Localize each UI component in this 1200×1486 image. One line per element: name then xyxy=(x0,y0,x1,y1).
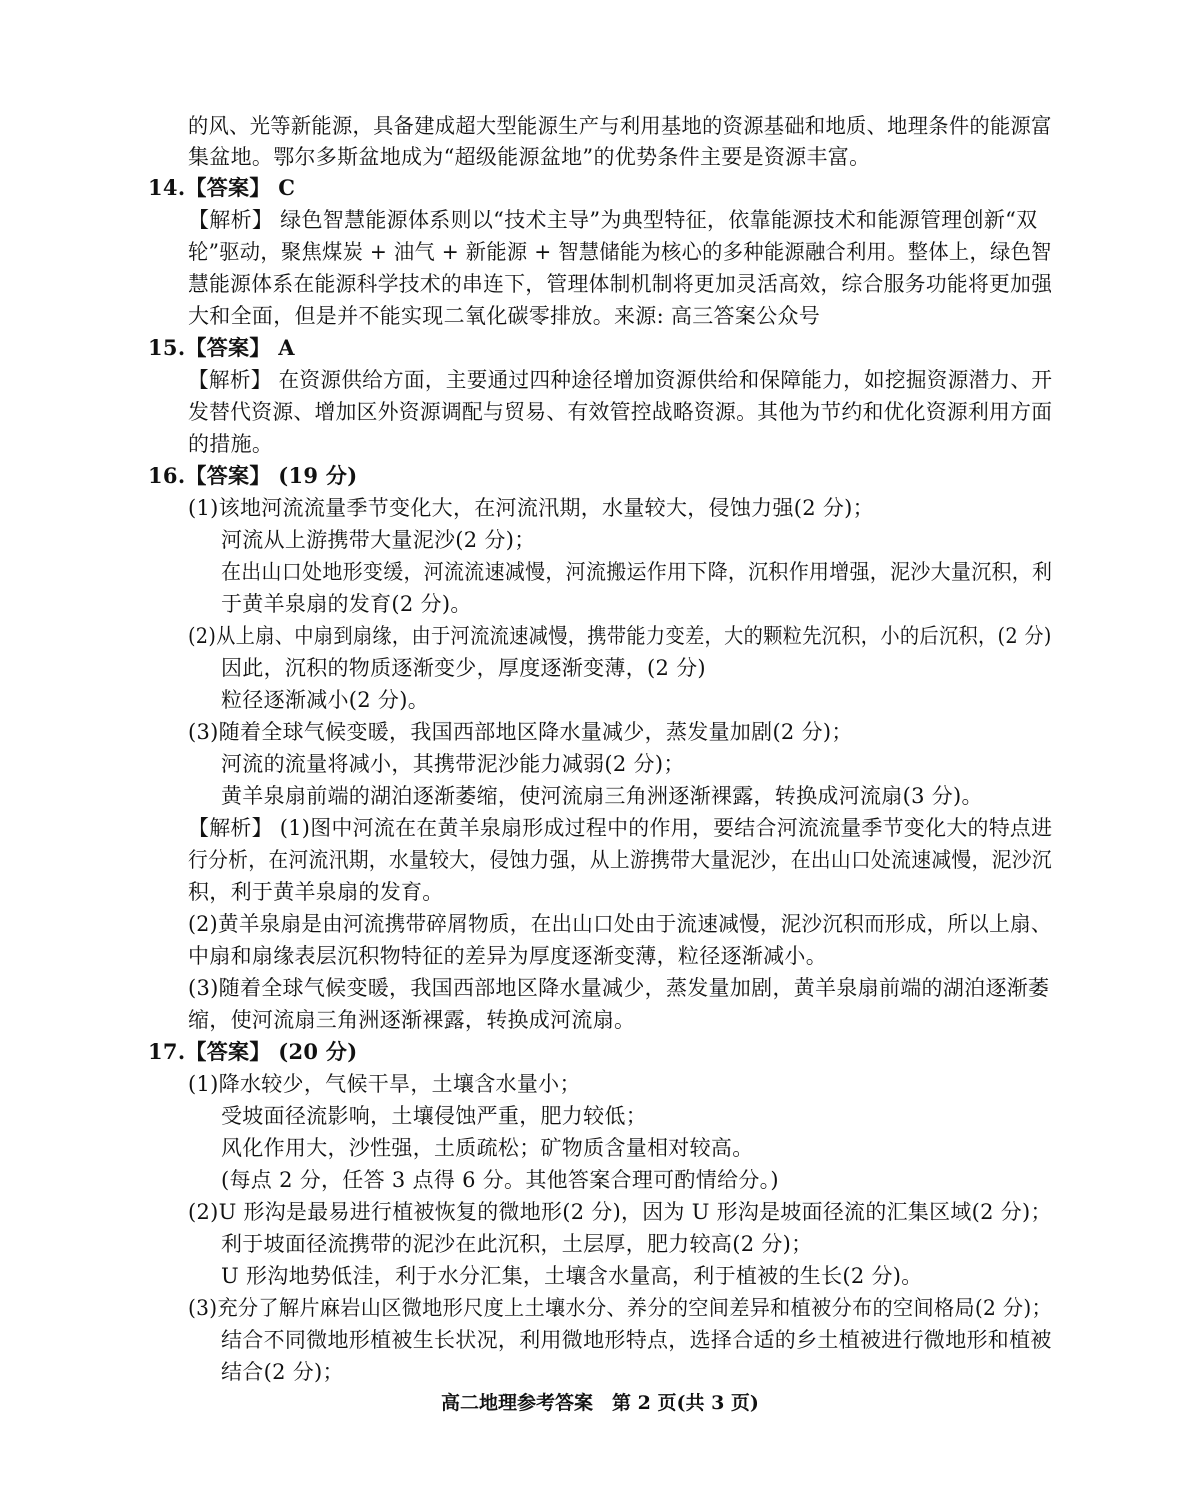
text-line: 利于坡面径流携带的泥沙在此沉积，土层厚，肥力较高(2 分)； xyxy=(221,1232,813,1256)
text-line: 行分析，在河流汛期，水量较大，侵蚀力强，从上游携带大量泥沙，在出山口处流速减慢，泥沙沉 xyxy=(188,848,1052,872)
text-line: 积，利于黄羊泉扇的发育。 xyxy=(188,880,444,904)
text-line: 河流从上游携带大量泥沙(2 分)； xyxy=(221,528,536,552)
text-line: (3)随着全球气候变暖，我国西部地区降水量减少，蒸发量加剧(2 分)； xyxy=(188,720,853,744)
text-line: (2)黄羊泉扇是由河流携带碎屑物质，在出山口处由于流速减慢，泥沙沉积而形成，所以上扇、 xyxy=(188,912,1052,936)
analysis-line: 【解析】 在资源供给方面，主要通过四种途径增加资源供给和保障能力，如挖掘资源潜力、开 xyxy=(188,368,1053,392)
text-line: 的措施。 xyxy=(188,432,274,456)
text-line: 的风、光等新能源，具备建成超大型能源生产与利用基地的资源基础和地质、地理条件的能源富 xyxy=(188,114,1052,138)
text-line: 黄羊泉扇前端的湖泊逐渐萎缩，使河流扇三角洲逐渐裸露，转换成河流扇(3 分)。 xyxy=(221,784,983,808)
answer-heading-17: 17.【答案】 (20 分) xyxy=(148,1039,358,1064)
text-line: 受坡面径流影响，土壤侵蚀严重，肥力较低； xyxy=(221,1104,647,1128)
text-line: (3)充分了解片麻岩山区微地形尺度上土壤水分、养分的空间差异和植被分布的空间格局(2 分)； xyxy=(188,1296,1052,1320)
answer-heading-14: 14.【答案】 C xyxy=(148,175,296,200)
analysis-line: 【解析】 (1)图中河流在在黄羊泉扇形成过程中的作用，要结合河流流量季节变化大的特点进 xyxy=(188,816,1053,840)
text-line: U 形沟地势低洼，利于水分汇集，土壤含水量高，利于植被的生长(2 分)。 xyxy=(221,1264,923,1288)
text-line: (3)随着全球气候变暖，我国西部地区降水量减少，蒸发量加剧，黄羊泉扇前端的湖泊逐渐萎 xyxy=(188,976,1050,1000)
page-footer: 高二地理参考答案 第 2 页(共 3 页) xyxy=(441,1392,759,1414)
text-line: 发替代资源、增加区外资源调配与贸易、有效管控战略资源。其他为节约和优化资源利用方面 xyxy=(188,400,1053,424)
text-line: 在出山口处地形变缓，河流流速减慢，河流搬运作用下降，沉积作用增强，泥沙大量沉积，利 xyxy=(221,560,1053,584)
text-line: 结合(2 分)； xyxy=(221,1360,344,1384)
text-line: (2)从上扇、中扇到扇缘，由于河流流速减慢，携带能力变差，大的颗粒先沉积，小的后沉积，(2 分) xyxy=(188,624,1052,648)
text-line: 中扇和扇缘表层沉积物特征的差异为厚度逐渐变薄，粒径逐渐减小。 xyxy=(188,944,827,968)
text-line: (1)该地河流流量季节变化大，在河流汛期，水量较大，侵蚀力强(2 分)； xyxy=(188,496,874,520)
text-line: 慧能源体系在能源科学技术的串连下，管理体制机制将更加灵活高效，综合服务功能将更加强 xyxy=(188,272,1053,296)
text-line: 风化作用大，沙性强，土质疏松；矿物质含量相对较高。 xyxy=(221,1136,754,1160)
analysis-line: 【解析】 绿色智慧能源体系则以“技术主导”为典型特征，依靠能源技术和能源管理创新“双 xyxy=(188,208,1038,232)
text-line: (2)U 形沟是最易进行植被恢复的微地形(2 分)，因为 U 形沟是坡面径流的汇集区域(2 分)； xyxy=(188,1200,1052,1224)
text-line: 于黄羊泉扇的发育(2 分)。 xyxy=(221,592,472,616)
text-line: 河流的流量将减小，其携带泥沙能力减弱(2 分)； xyxy=(221,752,685,776)
text-line: 粒径逐渐减小(2 分)。 xyxy=(221,688,430,712)
text-line: 轮”驱动，聚焦煤炭 + 油气 + 新能源 + 智慧储能为核心的多种能源融合利用。整体上，绿色智 xyxy=(188,240,1052,264)
text-line: 结合不同微地形植被生长状况，利用微地形特点，选择合适的乡土植被进行微地形和植被 xyxy=(221,1328,1052,1352)
text-line: 大和全面，但是并不能实现二氧化碳零排放。来源: 高三答案公众号 xyxy=(188,304,821,328)
text-line: 集盆地。鄂尔多斯盆地成为“超级能源盆地”的优势条件主要是资源丰富。 xyxy=(188,145,871,169)
text-line: 缩，使河流扇三角洲逐渐裸露，转换成河流扇。 xyxy=(188,1008,636,1032)
text-line: 因此，沉积的物质逐渐变少，厚度逐渐变薄，(2 分) xyxy=(221,656,706,680)
answer-heading-16: 16.【答案】 (19 分) xyxy=(148,463,358,488)
text-line: (1)降水较少，气候干旱，土壤含水量小； xyxy=(188,1072,581,1096)
answer-heading-15: 15.【答案】 A xyxy=(148,335,295,360)
text-line: (每点 2 分，任答 3 点得 6 分。其他答案合理可酌情给分。) xyxy=(221,1168,779,1192)
